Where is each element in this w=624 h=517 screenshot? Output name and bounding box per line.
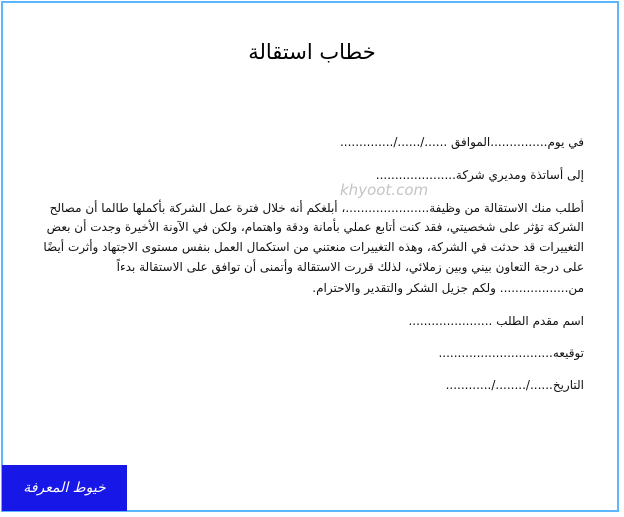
document-title: خطاب استقالة xyxy=(248,40,376,64)
signature-line: توقيعه.............................. xyxy=(438,346,584,360)
body-line-4: على درجة التعاون بيني وبين زملائي، لذلك قررت الاستقالة وأتمنى أن توافق على الاستقالة بدءاً xyxy=(116,260,584,274)
date-line: في يوم...............الموافق ....../....../.............. xyxy=(339,135,584,149)
site-logo[interactable] xyxy=(2,465,127,511)
body-line-1: أطلب منك الاستقالة من وظيفة......................، أبلغكم أنه خلال فترة عمل الشركة بأكملها طالما أن مصالح xyxy=(49,201,584,215)
site-logo-text: خيوط المعرفة xyxy=(23,480,106,496)
recipient-line: إلى أساتذة ومديري شركة..................... xyxy=(375,168,584,182)
body-line-5: من.................. ولكم جزيل الشكر والتقدير والاحترام. xyxy=(312,281,584,295)
body-line-3: التغييرات قد حدثت في الشركة، وهذه التغييرات منعتني من استكمال العمل بنفس مستوى الاجتهاد وأثرت أيضًا xyxy=(43,240,584,254)
document-frame xyxy=(1,1,619,512)
body-line-2: الشركة تؤثر على شخصيتي، فقد كنت أتابع عملي بأمانة ودقة واهتمام، ولكن في الآونة الأخيرة وجدت أن بعض xyxy=(46,220,584,234)
watermark-text: khyoot.com xyxy=(340,181,429,199)
applicant-name-line: اسم مقدم الطلب ...................... xyxy=(408,314,584,328)
date-field-line: التاريخ....../......../............ xyxy=(445,378,584,392)
